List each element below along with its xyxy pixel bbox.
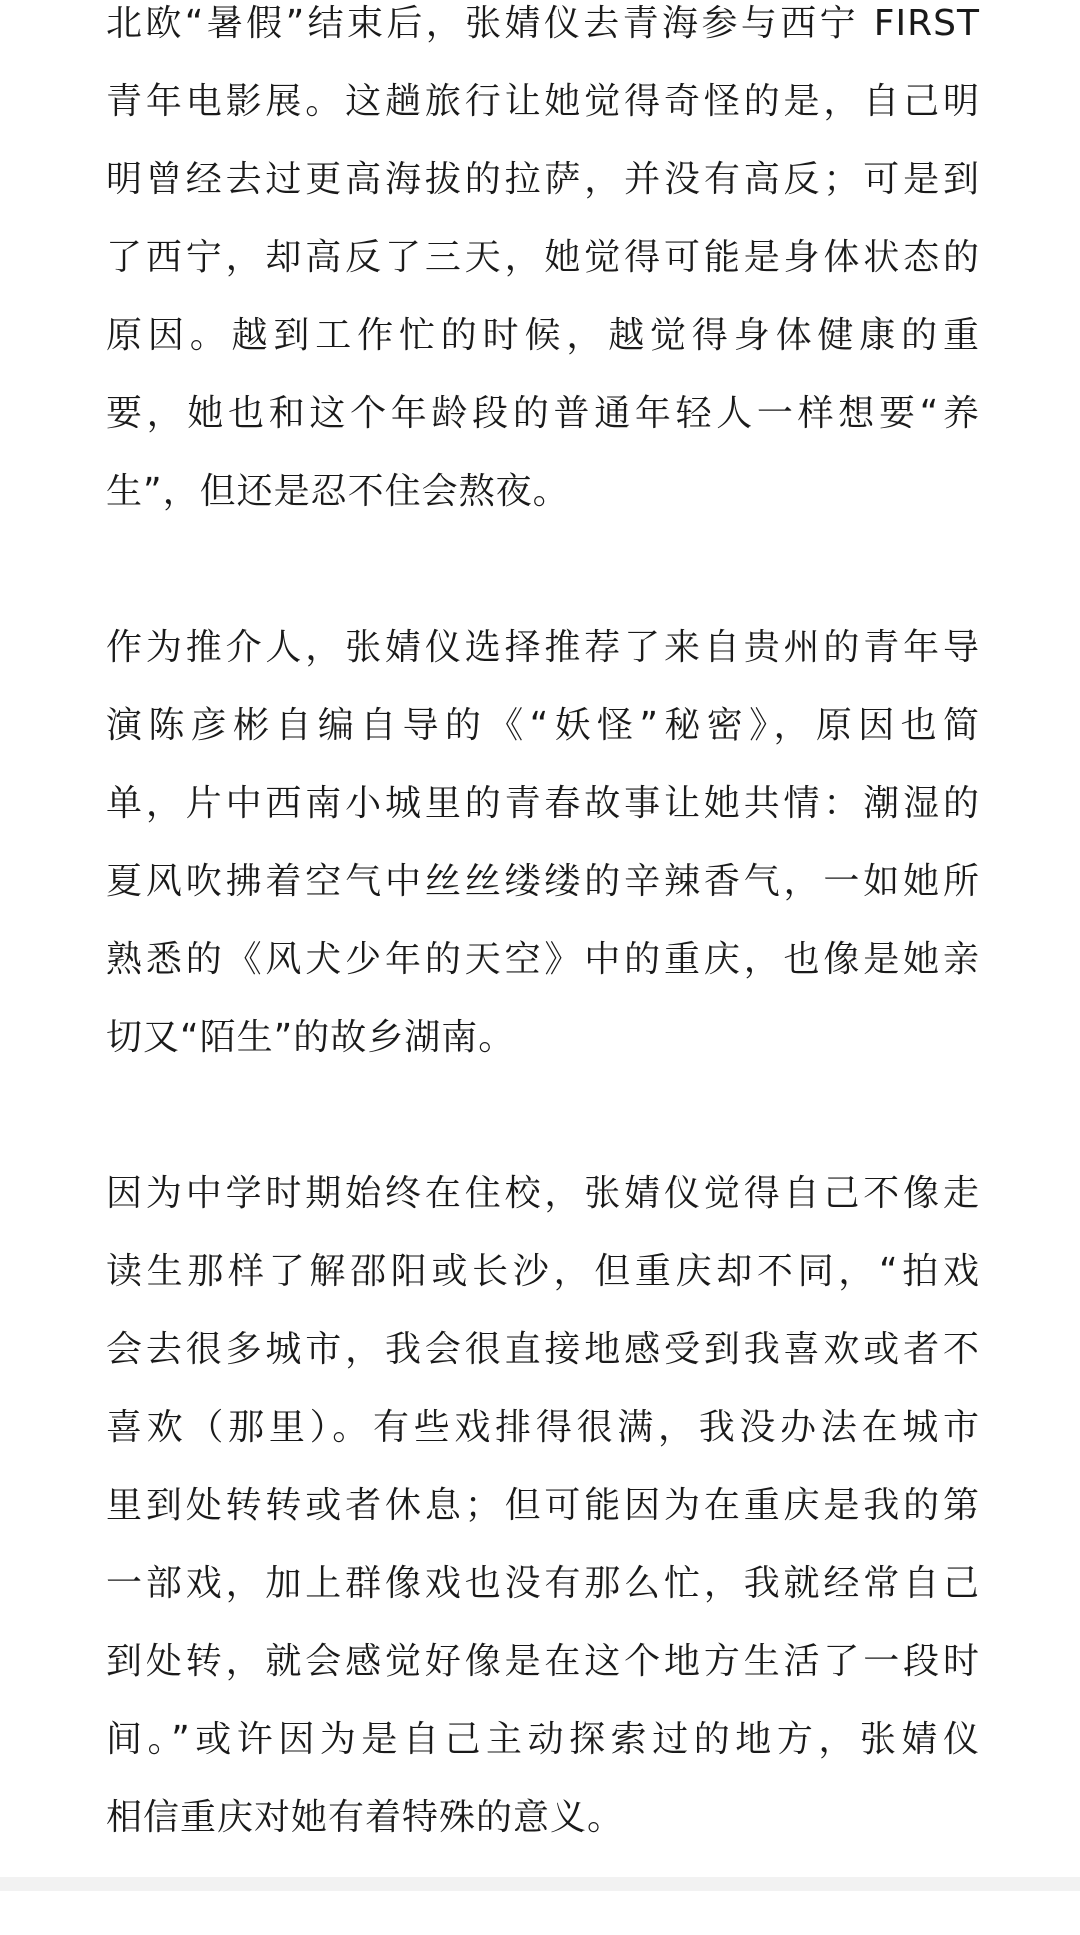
text-line: 间。”或许因为是自己主动探索过的地方，张婧仪	[106, 1719, 980, 1760]
text-line: 读生那样了解邵阳或长沙，但重庆却不同，“拍戏	[106, 1251, 980, 1292]
text-line: 生”，但还是忍不住会熬夜。	[106, 471, 570, 512]
text-line: 会去很多城市，我会很直接地感受到我喜欢或者不	[106, 1329, 980, 1370]
text-line: 夏风吹拂着空气中丝丝缕缕的辛辣香气，一如她所	[106, 861, 980, 902]
text-line: 喜欢（那里）。有些戏排得很满，我没办法在城市	[106, 1407, 980, 1448]
text-line: 单，片中西南小城里的青春故事让她共情：潮湿的	[106, 783, 980, 824]
text-line: 北欧“暑假”结束后，张婧仪去青海参与西宁 FIRST	[106, 3, 980, 44]
article-body	[106, 0, 980, 1935]
text-line: 因为中学时期始终在住校，张婧仪觉得自己不像走	[106, 1173, 980, 1214]
text-line: 相信重庆对她有着特殊的意义。	[106, 1797, 625, 1838]
text-line: 要，她也和这个年龄段的普通年轻人一样想要“养	[106, 393, 980, 434]
text-line: 到处转，就会感觉好像是在这个地方生活了一段时	[106, 1641, 980, 1682]
paragraph-2	[106, 609, 980, 1077]
text-line: 一部戏，加上群像戏也没有那么忙，我就经常自己	[106, 1563, 980, 1604]
text-line: 青年电影展。这趟旅行让她觉得奇怪的是，自己明	[106, 81, 980, 122]
text-line: 作为推介人，张婧仪选择推荐了来自贵州的青年导	[106, 627, 980, 668]
text-line: 熟悉的《风犬少年的天空》中的重庆，也像是她亲	[106, 939, 980, 980]
text-line: 演陈彦彬自编自导的《“妖怪”秘密》，原因也简	[106, 705, 980, 746]
text-line: 明曾经去过更高海拔的拉萨，并没有高反；可是到	[106, 159, 980, 200]
text-line: 了西宁，却高反了三天，她觉得可能是身体状态的	[106, 237, 980, 278]
text-line: 里到处转转或者休息；但可能因为在重庆是我的第	[106, 1485, 980, 1526]
text-line: 切又“陌生”的故乡湖南。	[106, 1017, 516, 1058]
bottom-divider	[0, 1877, 1080, 1891]
text-line: 原因。越到工作忙的时候，越觉得身体健康的重	[106, 315, 980, 356]
paragraph-3	[106, 1155, 980, 1857]
paragraph-1	[106, 0, 980, 531]
